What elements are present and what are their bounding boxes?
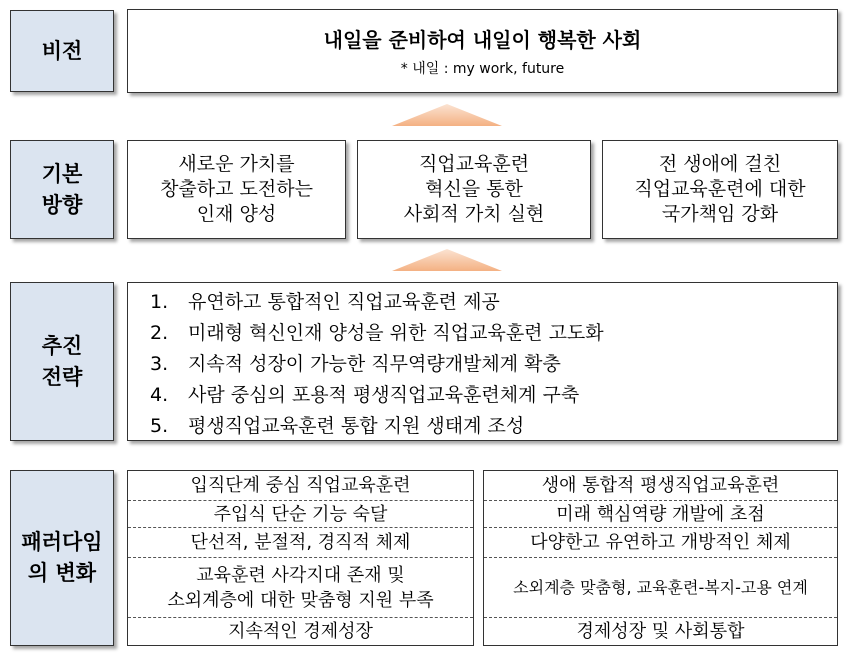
up-arrow-icon xyxy=(392,104,502,126)
strategy-item xyxy=(150,318,604,349)
paradigm-after-text: 다양한고 유연하고 개방적인 체제 xyxy=(530,532,791,553)
paradigm-label xyxy=(10,470,114,646)
direction-box-2 xyxy=(357,140,591,239)
direction-text-1: 새로운 가치를 창출하고 도전하는 인재 양성 xyxy=(160,153,313,225)
paradigm-before-cell xyxy=(128,558,473,618)
strategy-number: 1. xyxy=(150,291,169,313)
up-arrow-icon xyxy=(392,249,502,271)
strategy-text: 사람 중심의 포용적 평생직업교육훈련체계 구축 xyxy=(188,384,580,406)
paradigm-before-cell xyxy=(128,618,473,645)
vision-box xyxy=(127,9,838,93)
vision-note: * 내일 : my work, future xyxy=(400,61,565,77)
paradigm-before-cell xyxy=(128,471,473,501)
direction-text-2: 직업교육훈련 혁신을 통한 사회적 가치 실현 xyxy=(403,153,545,225)
vision-title: 내일을 준비하여 내일이 행복한 사회 xyxy=(323,28,642,52)
paradigm-before-text: 주입식 단순 기능 숙달 xyxy=(213,503,388,525)
paradigm-after-cell xyxy=(484,528,837,558)
strategy-number: 5. xyxy=(150,415,169,437)
paradigm-after-cell xyxy=(484,558,837,618)
strategy-text: 지속적 성장이 가능한 직무역량개발체계 확충 xyxy=(188,353,561,375)
direction-text-3: 전 생애에 걸친 직업교육훈련에 대한 국가책임 강화 xyxy=(634,153,806,225)
strategy-number: 4. xyxy=(150,384,169,406)
paradigm-before-text: 단선적, 분절적, 경직적 체제 xyxy=(190,532,411,553)
strategy-text: 미래형 혁신인재 양성을 위한 직업교육훈련 고도화 xyxy=(188,322,604,344)
paradigm-after-cell xyxy=(484,501,837,528)
paradigm-after-text: 생애 통합적 평생직업교육훈련 xyxy=(541,475,780,496)
paradigm-label-text: 패러다임 의 변화 xyxy=(21,530,103,585)
paradigm-after-cell xyxy=(484,618,837,645)
vision-label-text: 비전 xyxy=(41,38,83,63)
basic-direction-label xyxy=(10,140,114,239)
strategies-list xyxy=(150,287,604,442)
strategies-label xyxy=(10,282,114,441)
strategy-text: 평생직업교육훈련 통합 지원 생태계 조성 xyxy=(188,415,525,437)
paradigm-before-text: 입직단계 중심 직업교육훈련 xyxy=(190,475,411,496)
paradigm-before-column xyxy=(127,470,474,646)
paradigm-after-cell xyxy=(484,471,837,501)
paradigm-before-text: 교육훈련 사각지대 존재 및 소외계층에 대한 맞춤형 지원 부족 xyxy=(167,564,434,611)
paradigm-before-text: 지속적인 경제성장 xyxy=(228,621,373,642)
strategy-number: 2. xyxy=(150,322,169,344)
vision-label xyxy=(10,10,114,92)
paradigm-after-column xyxy=(483,470,838,646)
strategy-item xyxy=(150,287,604,318)
direction-box-1 xyxy=(127,140,346,239)
basic-direction-label-text: 기본 방향 xyxy=(41,161,83,217)
strategies-label-text: 추진 전략 xyxy=(41,333,83,389)
direction-box-3 xyxy=(602,140,838,239)
strategy-text: 유연하고 통합적인 직업교육훈련 제공 xyxy=(188,291,500,313)
strategy-number: 3. xyxy=(150,353,169,375)
paradigm-before-cell xyxy=(128,528,473,558)
strategies-box xyxy=(127,282,838,441)
paradigm-after-text: 경제성장 및 사회통합 xyxy=(576,621,745,642)
strategy-item xyxy=(150,380,604,411)
strategy-item xyxy=(150,411,604,442)
paradigm-after-text: 미래 핵심역량 개발에 초점 xyxy=(556,503,765,525)
paradigm-after-text: 소외계층 맞춤형, 교육훈련-복지-고용 연계 xyxy=(513,578,808,597)
paradigm-before-cell xyxy=(128,501,473,528)
strategy-item xyxy=(150,349,604,380)
